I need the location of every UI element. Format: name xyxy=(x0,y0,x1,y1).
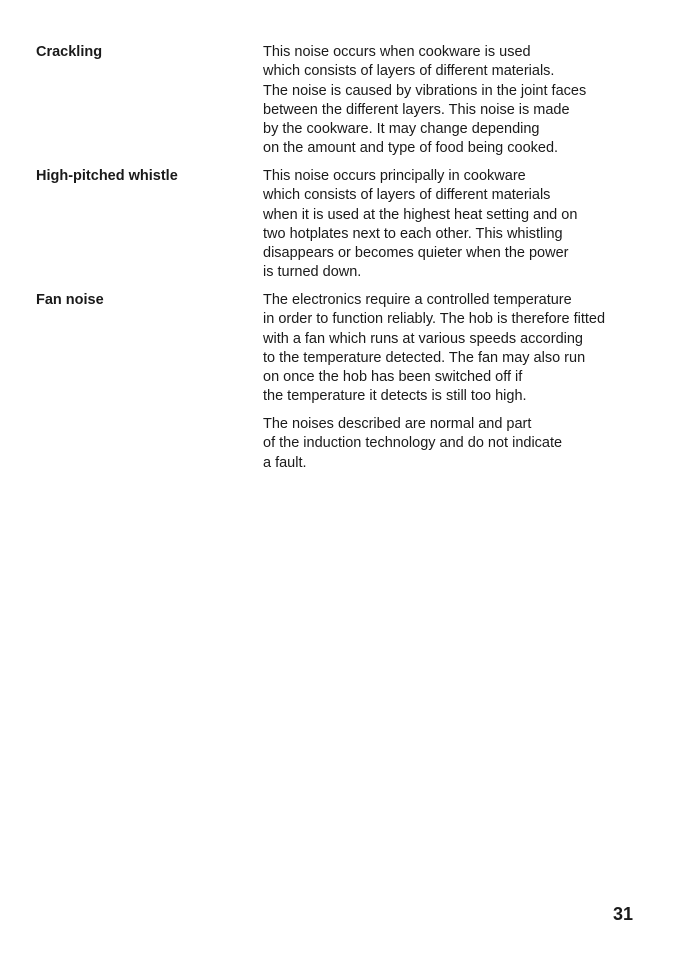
page-number: 31 xyxy=(612,904,633,924)
noise-term: High-pitched whistle xyxy=(36,168,178,184)
note-line: The noises described are normal and part xyxy=(263,416,532,432)
note-line: a fault. xyxy=(263,454,307,471)
description-line: the temperature it detects is still too high. xyxy=(263,388,527,405)
description-line: between the different layers. This noise is made xyxy=(263,101,570,118)
description-line: which consists of layers of different materials. xyxy=(263,63,555,80)
noise-term: Crackling xyxy=(36,44,103,60)
description-line: The electronics require a controlled temperature xyxy=(263,292,572,308)
description-line: by the cookware. It may change depending xyxy=(263,121,540,138)
description-line: This noise occurs principally in cookware xyxy=(263,168,526,184)
description-line: This noise occurs when cookware is used xyxy=(263,44,531,60)
noise-description xyxy=(263,43,663,159)
noise-description xyxy=(263,291,663,407)
description-line: to the temperature detected. The fan may also run xyxy=(263,349,586,366)
description-line: on once the hob has been switched off if xyxy=(263,369,523,386)
description-line: when it is used at the highest heat setting and on xyxy=(263,206,578,223)
description-line: disappears or becomes quieter when the power xyxy=(263,245,569,262)
description-line: The noise is caused by vibrations in the joint faces xyxy=(263,82,587,99)
description-line: two hotplates next to each other. This whistling xyxy=(263,225,563,242)
description-line: in order to function reliably. The hob is therefore fitted xyxy=(263,311,606,328)
noise-description xyxy=(263,167,663,283)
noise-term: Fan noise xyxy=(36,292,104,308)
description-line: which consists of layers of different materials xyxy=(263,187,551,204)
description-line: with a fan which runs at various speeds according xyxy=(263,330,583,347)
description-line: on the amount and type of food being cooked. xyxy=(263,140,559,157)
closing-note xyxy=(263,415,663,473)
note-line: of the induction technology and do not indicate xyxy=(263,435,563,452)
description-line: is turned down. xyxy=(263,264,362,281)
